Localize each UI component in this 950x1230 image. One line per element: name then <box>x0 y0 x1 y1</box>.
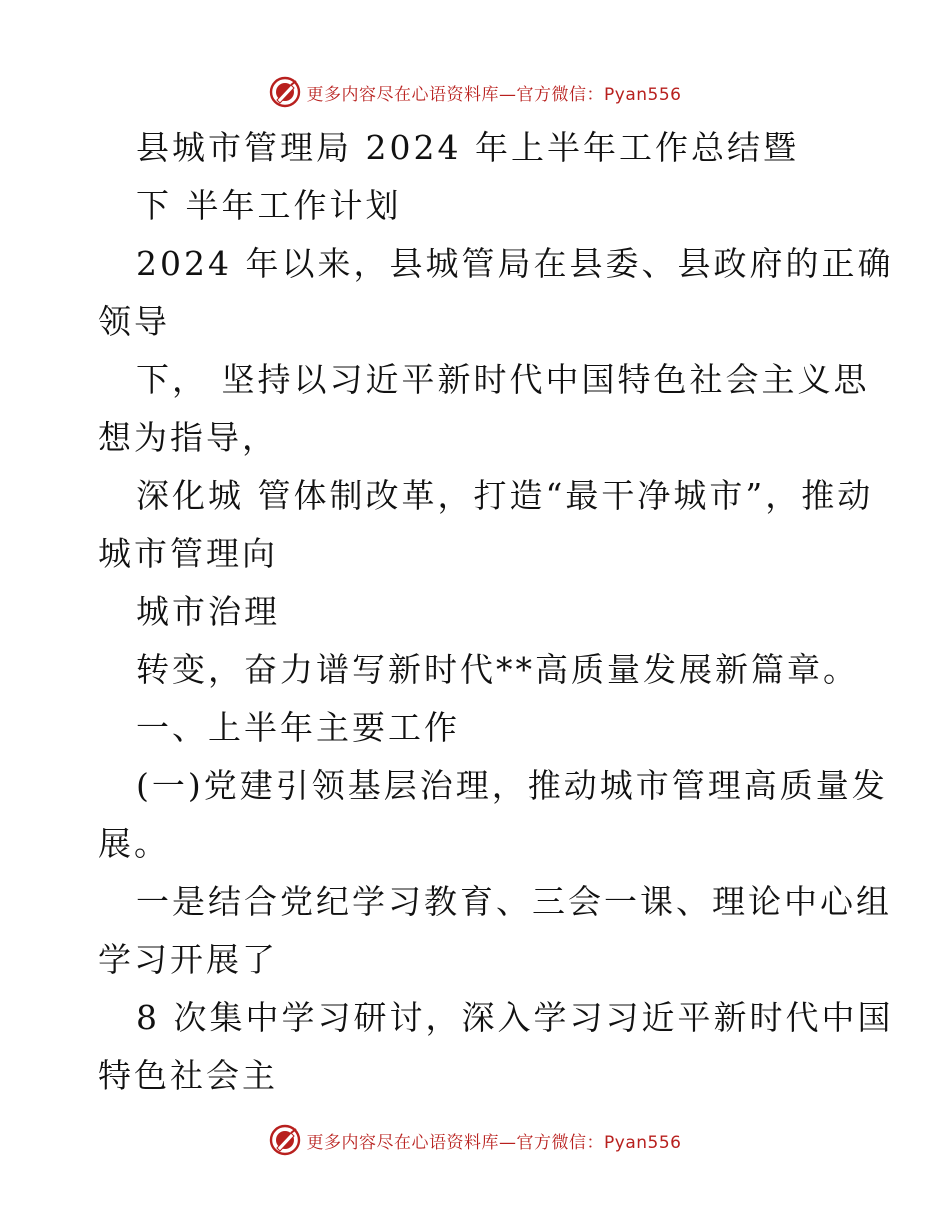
paragraph-line: 深化城 管体制改革，打造“最干净城市”，推动 <box>136 476 874 515</box>
paragraph-line: 一是结合党纪学习教育、三会一课、理论中心组 <box>136 882 892 921</box>
subsection-heading-cont: 展。 <box>98 824 170 863</box>
watermark-text: 更多内容尽在心语资料库—官方微信：Pyan556 <box>306 84 682 105</box>
paragraph-line: 8 次集中学习研讨，深入学习习近平新时代中国 <box>136 998 894 1037</box>
quill-pen-seal-icon <box>269 76 301 108</box>
doc-title-line-2: 下 半年工作计划 <box>136 186 402 225</box>
paragraph-line: 城市管理向 <box>98 534 278 573</box>
subsection-heading: (一)党建引领基层治理，推动城市管理高质量发 <box>136 766 888 805</box>
doc-title-line-1: 县城市管理局 2024 年上半年工作总结暨 <box>136 128 799 167</box>
paragraph-line: 下， 坚持以习近平新时代中国特色社会主义思 <box>136 360 870 399</box>
paragraph-line: 特色社会主 <box>98 1056 278 1095</box>
paragraph-line: 学习开展了 <box>98 940 278 979</box>
section-heading: 一、上半年主要工作 <box>136 708 460 747</box>
paragraph-line: 想为指导， <box>98 418 278 457</box>
paragraph-line: 城市治理 <box>136 592 280 631</box>
quill-pen-seal-icon <box>269 1124 301 1156</box>
watermark-text: 更多内容尽在心语资料库—官方微信：Pyan556 <box>306 1132 682 1153</box>
paragraph-line: 2024 年以来，县城管局在县委、县政府的正确 <box>136 244 894 283</box>
paragraph-line: 领导 <box>98 302 170 341</box>
watermark-banner-bottom <box>0 1120 950 1160</box>
paragraph-line: 转变，奋力谱写新时代**高质量发展新篇章。 <box>136 650 859 689</box>
watermark-banner-top <box>0 72 950 112</box>
